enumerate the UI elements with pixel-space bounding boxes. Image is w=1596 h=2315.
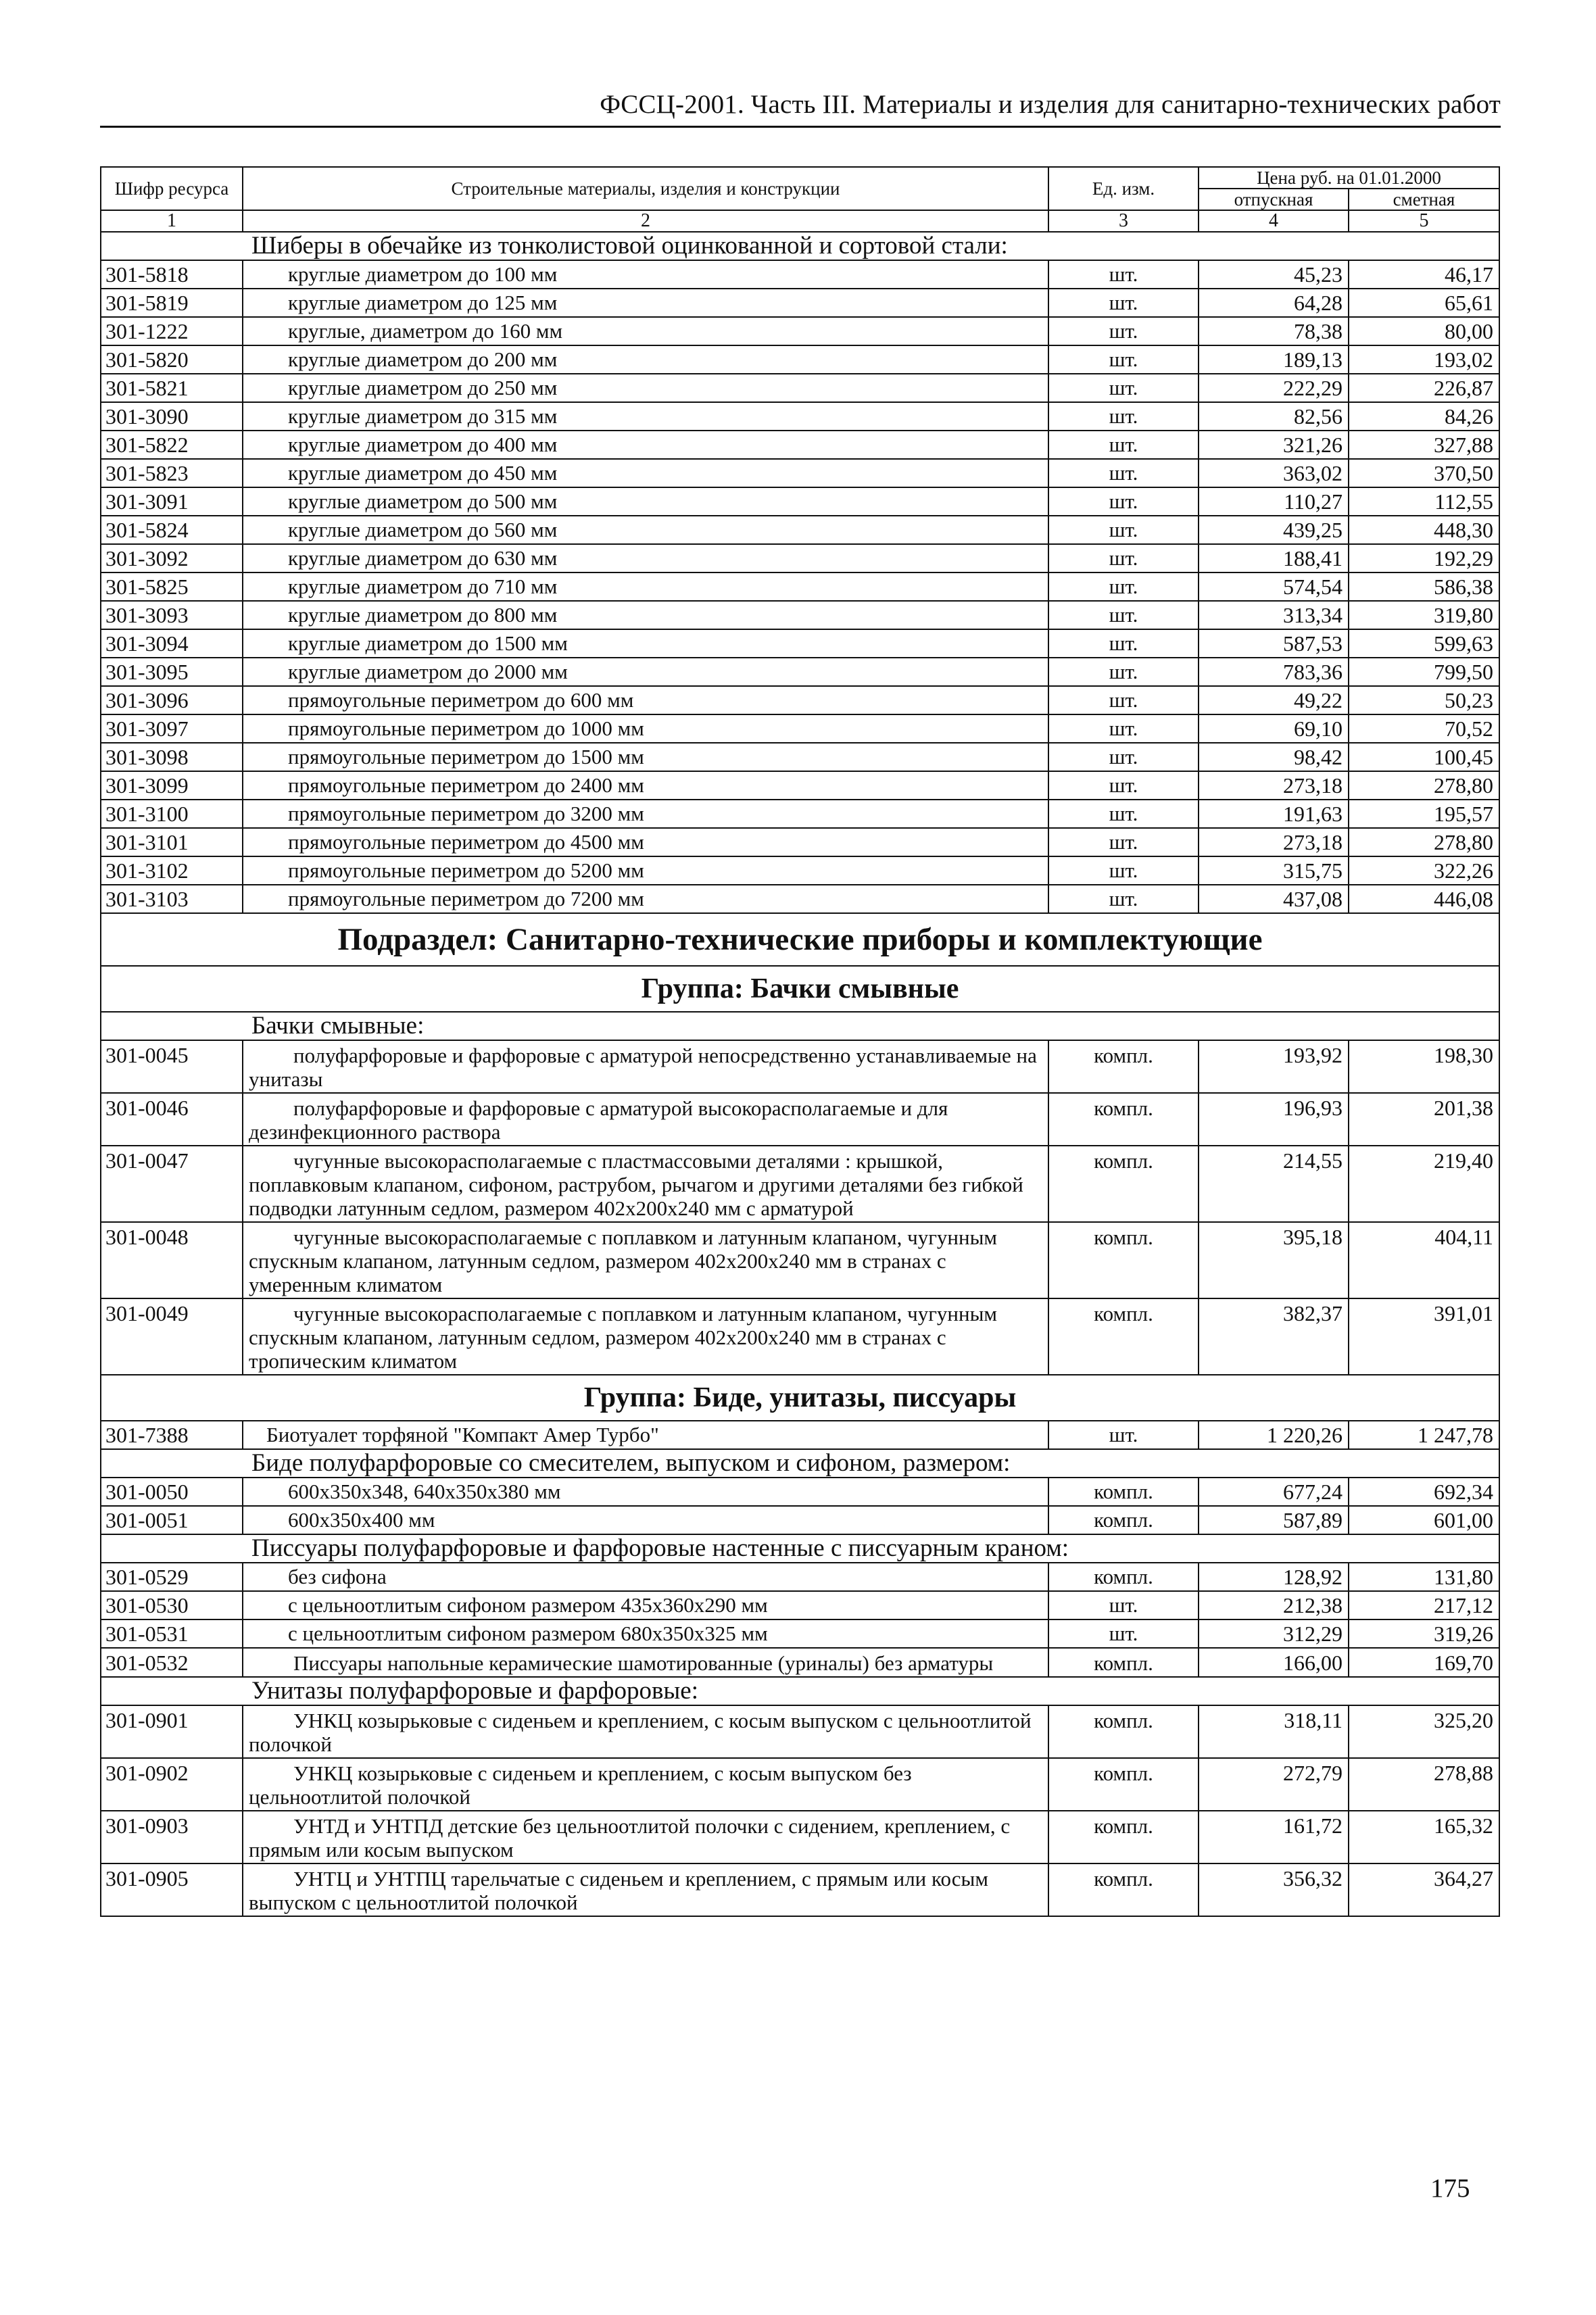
release-price-cell: 356,32 <box>1199 1863 1349 1916</box>
table-row <box>101 686 1499 714</box>
name-cell: круглые диаметром до 800 мм <box>243 601 1048 629</box>
estimate-price-cell: 65,61 <box>1349 289 1499 317</box>
colnum-4: 4 <box>1199 210 1349 232</box>
unit-cell: шт. <box>1048 289 1199 317</box>
header-name: Строительные материалы, изделия и конструкции <box>243 167 1048 210</box>
code-cell: 301-0902 <box>101 1758 243 1811</box>
table-row <box>101 1298 1499 1375</box>
unit-cell: компл. <box>1048 1222 1199 1298</box>
unit-cell: шт. <box>1048 431 1199 459</box>
release-price-cell: 382,37 <box>1199 1298 1349 1375</box>
code-cell: 301-0051 <box>101 1506 243 1534</box>
estimate-price-cell: 226,87 <box>1349 374 1499 402</box>
name-cell: круглые диаметром до 630 мм <box>243 544 1048 572</box>
release-price-cell: 45,23 <box>1199 260 1349 289</box>
table-row <box>101 1758 1499 1811</box>
code-cell: 301-0532 <box>101 1648 243 1677</box>
table-row <box>101 856 1499 885</box>
release-price-cell: 82,56 <box>1199 402 1349 431</box>
code-cell: 301-0530 <box>101 1591 243 1619</box>
estimate-price-cell: 219,40 <box>1349 1146 1499 1222</box>
table-row <box>101 1591 1499 1619</box>
release-price-cell: 313,34 <box>1199 601 1349 629</box>
table-row <box>101 1705 1499 1758</box>
unit-cell: компл. <box>1048 1093 1199 1146</box>
code-cell: 301-7388 <box>101 1421 243 1449</box>
estimate-price-cell: 165,32 <box>1349 1811 1499 1863</box>
unit-cell: шт. <box>1048 345 1199 374</box>
table-row <box>101 1648 1499 1677</box>
unit-cell: компл. <box>1048 1811 1199 1863</box>
name-cell: прямоугольные периметром до 7200 мм <box>243 885 1048 913</box>
estimate-price-cell: 319,80 <box>1349 601 1499 629</box>
code-cell: 301-3098 <box>101 743 243 771</box>
table-row <box>101 885 1499 913</box>
category-heading <box>101 1677 1499 1705</box>
estimate-price-cell: 446,08 <box>1349 885 1499 913</box>
category-heading-label: Писсуары полуфарфоровые и фарфоровые настенные с писсуарным краном: <box>101 1534 1499 1563</box>
name-cell: полуфарфоровые и фарфоровые с арматурой непосредственно устанавливаемые на унитазы <box>243 1040 1048 1093</box>
estimate-price-cell: 46,17 <box>1349 260 1499 289</box>
unit-cell: шт. <box>1048 686 1199 714</box>
release-price-cell: 49,22 <box>1199 686 1349 714</box>
unit-cell: шт. <box>1048 743 1199 771</box>
estimate-price-cell: 319,26 <box>1349 1619 1499 1648</box>
table-row <box>101 1563 1499 1591</box>
table-row <box>101 260 1499 289</box>
release-price-cell: 128,92 <box>1199 1563 1349 1591</box>
release-price-cell: 214,55 <box>1199 1146 1349 1222</box>
estimate-price-cell: 192,29 <box>1349 544 1499 572</box>
release-price-cell: 110,27 <box>1199 487 1349 516</box>
name-cell: прямоугольные периметром до 600 мм <box>243 686 1048 714</box>
name-cell: прямоугольные периметром до 3200 мм <box>243 800 1048 828</box>
subsection-heading-title: Подраздел: Санитарно-технические приборы и комплектующие <box>101 913 1499 966</box>
unit-cell: шт. <box>1048 402 1199 431</box>
estimate-price-cell: 100,45 <box>1349 743 1499 771</box>
code-cell: 301-0529 <box>101 1563 243 1591</box>
estimate-price-cell: 50,23 <box>1349 686 1499 714</box>
name-cell: чугунные высокорасполагаемые с пластмассовыми деталями : крышкой, поплавковым клапаном, сифоном, раструбом, рычагом и другими деталями без гибкой подводки латунным седлом, размером 402x200x240 мм с арматурой <box>243 1146 1048 1222</box>
unit-cell: шт. <box>1048 374 1199 402</box>
header-price: Цена руб. на 01.01.2000 <box>1199 167 1499 189</box>
name-cell: чугунные высокорасполагаемые с поплавком и латунным клапаном, чугунным спускным клапаном, латунным седлом, размером 402x200x240 мм в странах с умеренным климатом <box>243 1222 1048 1298</box>
release-price-cell: 78,38 <box>1199 317 1349 345</box>
unit-cell: шт. <box>1048 1619 1199 1648</box>
code-cell: 301-5821 <box>101 374 243 402</box>
estimate-price-cell: 84,26 <box>1349 402 1499 431</box>
code-cell: 301-5820 <box>101 345 243 374</box>
release-price-cell: 166,00 <box>1199 1648 1349 1677</box>
name-cell: прямоугольные периметром до 2400 мм <box>243 771 1048 800</box>
name-cell: УНКЦ козырьковые с сиденьем и креплением, с косым выпуском с цельноотлитой полочкой <box>243 1705 1048 1758</box>
table-row <box>101 658 1499 686</box>
category-heading <box>101 1449 1499 1478</box>
unit-cell: шт. <box>1048 800 1199 828</box>
table-row <box>101 459 1499 487</box>
table-row <box>101 374 1499 402</box>
section-heading-label: Шиберы в обечайке из тонколистовой оцинкованной и сортовой стали: <box>101 232 1499 260</box>
release-price-cell: 193,92 <box>1199 1040 1349 1093</box>
code-cell: 301-0049 <box>101 1298 243 1375</box>
code-cell: 301-3090 <box>101 402 243 431</box>
name-cell: с цельноотлитым сифоном размером 435x360x290 мм <box>243 1591 1048 1619</box>
release-price-cell: 98,42 <box>1199 743 1349 771</box>
unit-cell: шт. <box>1048 516 1199 544</box>
release-price-cell: 437,08 <box>1199 885 1349 913</box>
code-cell: 301-3100 <box>101 800 243 828</box>
release-price-cell: 363,02 <box>1199 459 1349 487</box>
estimate-price-cell: 322,26 <box>1349 856 1499 885</box>
unit-cell: шт. <box>1048 771 1199 800</box>
name-cell: УНТЦ и УНТПЦ тарельчатые с сиденьем и креплением, с прямым или косым выпуском с цельноотлитой полочкой <box>243 1863 1048 1916</box>
colnum-2: 2 <box>243 210 1048 232</box>
code-cell: 301-3095 <box>101 658 243 686</box>
header-rule <box>100 126 1501 128</box>
code-cell: 301-0901 <box>101 1705 243 1758</box>
release-price-cell: 783,36 <box>1199 658 1349 686</box>
release-price-cell: 64,28 <box>1199 289 1349 317</box>
table-row <box>101 800 1499 828</box>
section-heading <box>101 232 1499 260</box>
code-cell: 301-5822 <box>101 431 243 459</box>
unit-cell: компл. <box>1048 1040 1199 1093</box>
estimate-price-cell: 195,57 <box>1349 800 1499 828</box>
unit-cell: компл. <box>1048 1758 1199 1811</box>
header-estimate: сметная <box>1349 189 1499 210</box>
name-cell: круглые диаметром до 560 мм <box>243 516 1048 544</box>
code-cell: 301-3103 <box>101 885 243 913</box>
name-cell: прямоугольные периметром до 4500 мм <box>243 828 1048 856</box>
estimate-price-cell: 193,02 <box>1349 345 1499 374</box>
unit-cell: компл. <box>1048 1863 1199 1916</box>
code-cell: 301-0046 <box>101 1093 243 1146</box>
name-cell: 600x350x400 мм <box>243 1506 1048 1534</box>
unit-cell: шт. <box>1048 317 1199 345</box>
group-heading <box>101 1375 1499 1421</box>
code-cell: 301-5824 <box>101 516 243 544</box>
group-heading-title: Группа: Бачки смывные <box>101 966 1499 1012</box>
colnum-1: 1 <box>101 210 243 232</box>
name-cell: круглые диаметром до 100 мм <box>243 260 1048 289</box>
release-price-cell: 318,11 <box>1199 1705 1349 1758</box>
release-price-cell: 272,79 <box>1199 1758 1349 1811</box>
unit-cell: компл. <box>1048 1705 1199 1758</box>
estimate-price-cell: 404,11 <box>1349 1222 1499 1298</box>
release-price-cell: 439,25 <box>1199 516 1349 544</box>
name-cell: с цельноотлитым сифоном размером 680x350x325 мм <box>243 1619 1048 1648</box>
code-cell: 301-3092 <box>101 544 243 572</box>
unit-cell: шт. <box>1048 544 1199 572</box>
name-cell: прямоугольные периметром до 1000 мм <box>243 714 1048 743</box>
name-cell: прямоугольные периметром до 5200 мм <box>243 856 1048 885</box>
name-cell: без сифона <box>243 1563 1048 1591</box>
header-unit: Ед. изм. <box>1048 167 1199 210</box>
unit-cell: шт. <box>1048 856 1199 885</box>
name-cell: круглые диаметром до 450 мм <box>243 459 1048 487</box>
table-row <box>101 601 1499 629</box>
table-row <box>101 289 1499 317</box>
estimate-price-cell: 599,63 <box>1349 629 1499 658</box>
table-row <box>101 1222 1499 1298</box>
group-heading <box>101 966 1499 1012</box>
release-price-cell: 395,18 <box>1199 1222 1349 1298</box>
estimate-price-cell: 370,50 <box>1349 459 1499 487</box>
release-price-cell: 1 220,26 <box>1199 1421 1349 1449</box>
category-heading <box>101 1012 1499 1040</box>
estimate-price-cell: 278,88 <box>1349 1758 1499 1811</box>
unit-cell: шт. <box>1048 601 1199 629</box>
table-row <box>101 317 1499 345</box>
code-cell: 301-3101 <box>101 828 243 856</box>
release-price-cell: 315,75 <box>1199 856 1349 885</box>
unit-cell: шт. <box>1048 459 1199 487</box>
table-row <box>101 828 1499 856</box>
unit-cell: компл. <box>1048 1478 1199 1506</box>
table-row <box>101 1146 1499 1222</box>
table-row <box>101 1093 1499 1146</box>
name-cell: круглые диаметром до 1500 мм <box>243 629 1048 658</box>
code-cell: 301-0048 <box>101 1222 243 1298</box>
name-cell: круглые, диаметром до 160 мм <box>243 317 1048 345</box>
table-row <box>101 1421 1499 1449</box>
unit-cell: шт. <box>1048 487 1199 516</box>
category-heading-label: Биде полуфарфоровые со смесителем, выпуском и сифоном, размером: <box>101 1449 1499 1478</box>
table-row <box>101 714 1499 743</box>
table-row <box>101 743 1499 771</box>
estimate-price-cell: 586,38 <box>1349 572 1499 601</box>
release-price-cell: 222,29 <box>1199 374 1349 402</box>
release-price-cell: 677,24 <box>1199 1478 1349 1506</box>
code-cell: 301-0531 <box>101 1619 243 1648</box>
estimate-price-cell: 325,20 <box>1349 1705 1499 1758</box>
unit-cell: шт. <box>1048 572 1199 601</box>
release-price-cell: 273,18 <box>1199 828 1349 856</box>
code-cell: 301-3091 <box>101 487 243 516</box>
code-cell: 301-3093 <box>101 601 243 629</box>
unit-cell: шт. <box>1048 1591 1199 1619</box>
unit-cell: шт. <box>1048 629 1199 658</box>
name-cell: круглые диаметром до 400 мм <box>243 431 1048 459</box>
price-table <box>100 166 1500 1917</box>
release-price-cell: 312,29 <box>1199 1619 1349 1648</box>
code-cell: 301-5819 <box>101 289 243 317</box>
name-cell: чугунные высокорасполагаемые с поплавком и латунным клапаном, чугунным спускным клапаном, латунным седлом, размером 402x200x240 мм в странах с тропическим климатом <box>243 1298 1048 1375</box>
table-row <box>101 629 1499 658</box>
code-cell: 301-3102 <box>101 856 243 885</box>
release-price-cell: 273,18 <box>1199 771 1349 800</box>
unit-cell: шт. <box>1048 658 1199 686</box>
code-cell: 301-0905 <box>101 1863 243 1916</box>
estimate-price-cell: 601,00 <box>1349 1506 1499 1534</box>
release-price-cell: 69,10 <box>1199 714 1349 743</box>
name-cell: 600x350x348, 640x350x380 мм <box>243 1478 1048 1506</box>
unit-cell: шт. <box>1048 260 1199 289</box>
table-row <box>101 1040 1499 1093</box>
name-cell: круглые диаметром до 250 мм <box>243 374 1048 402</box>
estimate-price-cell: 278,80 <box>1349 771 1499 800</box>
name-cell: полуфарфоровые и фарфоровые с арматурой высокорасполагаемые и для дезинфекционного раствора <box>243 1093 1048 1146</box>
name-cell: прямоугольные периметром до 1500 мм <box>243 743 1048 771</box>
subsection-heading <box>101 913 1499 966</box>
unit-cell: компл. <box>1048 1648 1199 1677</box>
name-cell: круглые диаметром до 315 мм <box>243 402 1048 431</box>
unit-cell: шт. <box>1048 1421 1199 1449</box>
release-price-cell: 196,93 <box>1199 1093 1349 1146</box>
estimate-price-cell: 131,80 <box>1349 1563 1499 1591</box>
category-heading-label: Унитазы полуфарфоровые и фарфоровые: <box>101 1677 1499 1705</box>
unit-cell: компл. <box>1048 1146 1199 1222</box>
unit-cell: компл. <box>1048 1563 1199 1591</box>
release-price-cell: 191,63 <box>1199 800 1349 828</box>
table-row <box>101 487 1499 516</box>
release-price-cell: 574,54 <box>1199 572 1349 601</box>
code-cell: 301-0047 <box>101 1146 243 1222</box>
unit-cell: шт. <box>1048 828 1199 856</box>
code-cell: 301-0903 <box>101 1811 243 1863</box>
code-cell: 301-0050 <box>101 1478 243 1506</box>
page-header-title: ФССЦ-2001. Часть III. Материалы и изделия для санитарно-технических работ <box>600 90 1501 119</box>
estimate-price-cell: 692,34 <box>1349 1478 1499 1506</box>
table-row <box>101 1506 1499 1534</box>
code-cell: 301-3097 <box>101 714 243 743</box>
estimate-price-cell: 217,12 <box>1349 1591 1499 1619</box>
estimate-price-cell: 799,50 <box>1349 658 1499 686</box>
release-price-cell: 587,53 <box>1199 629 1349 658</box>
table-row <box>101 1863 1499 1916</box>
table-row <box>101 1478 1499 1506</box>
code-cell: 301-1222 <box>101 317 243 345</box>
name-cell: УНТД и УНТПД детские без цельноотлитой полочки с сидением, креплением, с прямым или косым выпуском <box>243 1811 1048 1863</box>
name-cell: круглые диаметром до 710 мм <box>243 572 1048 601</box>
estimate-price-cell: 112,55 <box>1349 487 1499 516</box>
estimate-price-cell: 80,00 <box>1349 317 1499 345</box>
name-cell: УНКЦ козырьковые с сиденьем и креплением, с косым выпуском без цельноотлитой полочкой <box>243 1758 1048 1811</box>
category-heading <box>101 1534 1499 1563</box>
name-cell: круглые диаметром до 200 мм <box>243 345 1048 374</box>
code-cell: 301-3094 <box>101 629 243 658</box>
code-cell: 301-5825 <box>101 572 243 601</box>
table-row <box>101 516 1499 544</box>
release-price-cell: 189,13 <box>1199 345 1349 374</box>
release-price-cell: 587,89 <box>1199 1506 1349 1534</box>
table-row <box>101 345 1499 374</box>
table-row <box>101 1619 1499 1648</box>
name-cell: Писсуары напольные керамические шамотированные (уриналы) без арматуры <box>243 1648 1048 1677</box>
colnum-3: 3 <box>1048 210 1199 232</box>
colnum-5: 5 <box>1349 210 1499 232</box>
table-row <box>101 431 1499 459</box>
table-row <box>101 771 1499 800</box>
unit-cell: шт. <box>1048 885 1199 913</box>
name-cell: круглые диаметром до 500 мм <box>243 487 1048 516</box>
group-heading-title: Группа: Биде, унитазы, писсуары <box>101 1375 1499 1421</box>
header-release: отпускная <box>1199 189 1349 210</box>
name-cell: Биотуалет торфяной "Компакт Амер Турбо" <box>243 1421 1048 1449</box>
table-row <box>101 544 1499 572</box>
table-row <box>101 572 1499 601</box>
unit-cell: компл. <box>1048 1506 1199 1534</box>
name-cell: круглые диаметром до 125 мм <box>243 289 1048 317</box>
release-price-cell: 212,38 <box>1199 1591 1349 1619</box>
estimate-price-cell: 327,88 <box>1349 431 1499 459</box>
table-row <box>101 402 1499 431</box>
name-cell: круглые диаметром до 2000 мм <box>243 658 1048 686</box>
release-price-cell: 161,72 <box>1199 1811 1349 1863</box>
code-cell: 301-3096 <box>101 686 243 714</box>
release-price-cell: 188,41 <box>1199 544 1349 572</box>
unit-cell: компл. <box>1048 1298 1199 1375</box>
header-code: Шифр ресурса <box>101 167 243 210</box>
code-cell: 301-5818 <box>101 260 243 289</box>
category-heading-label: Бачки смывные: <box>101 1012 1499 1040</box>
estimate-price-cell: 169,70 <box>1349 1648 1499 1677</box>
estimate-price-cell: 278,80 <box>1349 828 1499 856</box>
code-cell: 301-5823 <box>101 459 243 487</box>
estimate-price-cell: 198,30 <box>1349 1040 1499 1093</box>
release-price-cell: 321,26 <box>1199 431 1349 459</box>
code-cell: 301-3099 <box>101 771 243 800</box>
code-cell: 301-0045 <box>101 1040 243 1093</box>
estimate-price-cell: 70,52 <box>1349 714 1499 743</box>
unit-cell: шт. <box>1048 714 1199 743</box>
page-number: 175 <box>1430 2174 1470 2203</box>
estimate-price-cell: 364,27 <box>1349 1863 1499 1916</box>
table-row <box>101 1811 1499 1863</box>
estimate-price-cell: 201,38 <box>1349 1093 1499 1146</box>
estimate-price-cell: 391,01 <box>1349 1298 1499 1375</box>
estimate-price-cell: 448,30 <box>1349 516 1499 544</box>
estimate-price-cell: 1 247,78 <box>1349 1421 1499 1449</box>
